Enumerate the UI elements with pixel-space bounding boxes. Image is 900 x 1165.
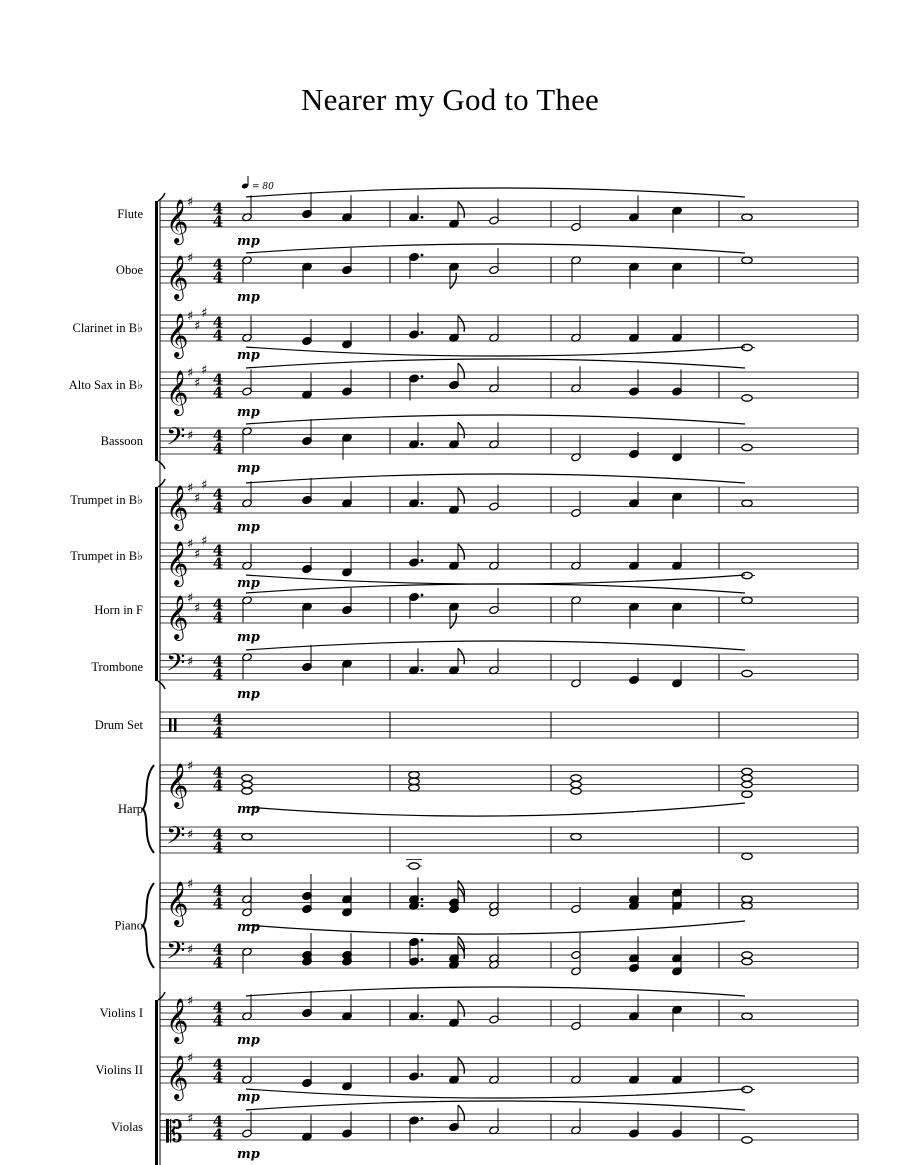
- staff-horn: [94, 584, 858, 645]
- time-signature-bottom: 4: [212, 838, 224, 857]
- slur: [246, 1101, 745, 1110]
- note-head: [409, 778, 419, 784]
- note-dot: [421, 331, 424, 334]
- note-flag: [458, 1001, 464, 1017]
- sharp-icon: ♯: [187, 759, 194, 774]
- time-signature-bottom: 4: [212, 894, 224, 913]
- instrument-label-trombone: Trombone: [91, 660, 143, 674]
- instrument-label-violins-1: Violins I: [99, 1006, 143, 1020]
- note-head: [571, 775, 581, 781]
- bracket-cap: [158, 461, 165, 469]
- slur: [246, 641, 745, 650]
- note-flag: [458, 316, 464, 332]
- note-head: [742, 896, 752, 902]
- slur: [246, 803, 745, 816]
- tempo-text: = 80: [252, 182, 274, 192]
- alto-clef-icon: 𝄡: [166, 1115, 183, 1150]
- sharp-icon: ♯: [201, 533, 208, 549]
- note-head: [742, 791, 752, 797]
- time-signature-top: 4: [212, 998, 224, 1017]
- bracket-cap: [158, 479, 165, 487]
- note-head: [571, 788, 581, 794]
- note-dot: [421, 559, 424, 562]
- sharp-icon: ♯: [194, 490, 201, 506]
- note-dot: [421, 254, 424, 257]
- note-head: [242, 788, 252, 794]
- instrument-label-violas: Violas: [111, 1120, 143, 1134]
- harp-brace: [143, 765, 154, 853]
- instrument-label-oboe: Oboe: [115, 263, 143, 277]
- treble-clef-icon: 𝄞: [166, 998, 189, 1042]
- sharp-icon: ♯: [194, 546, 201, 562]
- time-signature-top: 4: [212, 313, 224, 332]
- note-head: [409, 785, 419, 791]
- time-signature-top: 4: [212, 485, 224, 504]
- slur: [246, 575, 745, 584]
- staff-alto-sax: [69, 359, 858, 420]
- note-head: [742, 214, 752, 220]
- bass-clef-icon: 𝄢: [166, 648, 186, 684]
- sharp-icon: ♯: [187, 428, 194, 444]
- dynamic-mp: mp: [237, 348, 260, 363]
- note-dot: [421, 904, 424, 907]
- slur: [246, 188, 745, 197]
- piano-brace: [143, 883, 154, 968]
- sharp-icon: ♯: [187, 366, 194, 381]
- time-signature-top: 4: [212, 541, 224, 560]
- percussion-clef-icon: [174, 719, 177, 732]
- note-head: [742, 1013, 752, 1019]
- time-signature-top: 4: [212, 940, 224, 959]
- note-head: [742, 775, 752, 781]
- time-signature-top: 4: [212, 1112, 224, 1131]
- instrument-label-drum-set: Drum Set: [94, 718, 143, 732]
- dynamic-mp: mp: [237, 1033, 260, 1048]
- time-signature-top: 4: [212, 426, 224, 445]
- note-head: [742, 597, 752, 603]
- time-signature-top: 4: [212, 199, 224, 218]
- time-signature-bottom: 4: [212, 1011, 224, 1030]
- note-head: [742, 670, 752, 676]
- percussion-clef-icon: [169, 719, 172, 732]
- sharp-icon: ♯: [201, 305, 208, 321]
- time-signature-top: 4: [212, 595, 224, 614]
- note-dot: [421, 669, 424, 672]
- note-dot: [421, 594, 424, 597]
- note-dot: [421, 375, 424, 378]
- dynamic-mp: mp: [237, 1147, 260, 1162]
- note-head: [742, 781, 752, 787]
- bass-clef-icon: 𝄢: [166, 821, 186, 857]
- strings-bracket: [155, 1000, 158, 1165]
- instrument-label-alto-sax: Alto Sax in B♭: [68, 378, 143, 392]
- bass-clef-icon: 𝄢: [166, 936, 186, 972]
- staff-trumpet-1: [70, 474, 858, 535]
- dynamic-mp: mp: [237, 234, 260, 249]
- score-title: Nearer my God to Thee: [300, 82, 600, 117]
- instrument-label-clarinet: Clarinet in B♭: [72, 321, 143, 335]
- bracket-cap: [158, 681, 165, 689]
- staff-drum-set: [95, 710, 858, 741]
- instrument-label-bassoon: Bassoon: [100, 434, 143, 448]
- time-signature-top: 4: [212, 255, 224, 274]
- sharp-icon: ♯: [194, 600, 201, 616]
- treble-clef-icon: 𝄞: [166, 313, 189, 357]
- note-flag: [458, 202, 464, 218]
- slur: [246, 347, 745, 356]
- treble-clef-icon: 𝄞: [166, 199, 189, 243]
- sharp-icon: ♯: [187, 877, 194, 892]
- dynamic-mp: mp: [237, 405, 260, 420]
- note-head: [742, 768, 752, 774]
- note-head: [242, 781, 252, 787]
- note-flag: [458, 1058, 464, 1074]
- note-head: [571, 781, 581, 787]
- note-head: [742, 500, 752, 506]
- staff-harp: [118, 759, 858, 869]
- dynamic-mp: mp: [237, 687, 260, 702]
- time-signature-bottom: 4: [212, 212, 224, 231]
- time-signature-top: 4: [212, 370, 224, 389]
- staff-trumpet-2: [70, 534, 858, 591]
- slur: [246, 584, 745, 593]
- note-dot: [421, 958, 424, 961]
- time-signature-bottom: 4: [212, 439, 224, 458]
- note-head: [742, 1137, 752, 1143]
- sharp-icon: ♯: [201, 477, 208, 493]
- note-head: [242, 775, 252, 781]
- staff-violins-1: [100, 987, 858, 1048]
- dynamic-mp: mp: [237, 920, 260, 935]
- time-signature-bottom: 4: [212, 608, 224, 627]
- time-signature-bottom: 4: [212, 953, 224, 972]
- time-signature-top: 4: [212, 825, 224, 844]
- time-signature-top: 4: [212, 763, 224, 782]
- note-head: [242, 834, 252, 840]
- time-signature-bottom: 4: [212, 723, 224, 742]
- note-dot: [421, 216, 424, 219]
- dynamic-mp: mp: [237, 290, 260, 305]
- tempo-marking: [241, 176, 274, 192]
- slur: [246, 1089, 745, 1098]
- sharp-icon: ♯: [187, 251, 194, 266]
- treble-clef-icon: 𝄞: [166, 881, 189, 925]
- dynamic-mp: mp: [237, 520, 260, 535]
- note-flag: [458, 488, 464, 504]
- brass-bracket: [155, 487, 158, 681]
- time-signature-bottom: 4: [212, 326, 224, 345]
- dynamic-mp: mp: [237, 1090, 260, 1105]
- note-head: [742, 958, 752, 964]
- time-signature-bottom: 4: [212, 1125, 224, 1144]
- time-signature-bottom: 4: [212, 554, 224, 573]
- time-signature-bottom: 4: [212, 1068, 224, 1087]
- note-flag: [458, 363, 464, 379]
- sharp-icon: ♯: [187, 591, 194, 606]
- sharp-icon: ♯: [194, 318, 201, 334]
- note-head: [409, 863, 419, 869]
- treble-clef-icon: 𝄞: [166, 1055, 189, 1099]
- sharp-icon: ♯: [187, 827, 194, 843]
- staff-oboe: [116, 244, 858, 305]
- time-signature-top: 4: [212, 652, 224, 671]
- treble-clef-icon: 𝄞: [166, 255, 189, 299]
- note-flag: [458, 1105, 464, 1121]
- instrument-label-flute: Flute: [117, 207, 143, 221]
- time-signature-top: 4: [212, 1055, 224, 1074]
- staff-trombone: [91, 641, 858, 702]
- treble-clef-icon: 𝄞: [166, 541, 189, 585]
- time-signature-top: 4: [212, 881, 224, 900]
- treble-clef-icon: 𝄞: [166, 370, 189, 414]
- sharp-icon: ♯: [187, 994, 194, 1009]
- time-signature-bottom: 4: [212, 268, 224, 287]
- slur: [246, 415, 745, 424]
- sharp-icon: ♯: [194, 375, 201, 391]
- sharp-icon: ♯: [187, 654, 194, 670]
- note-dot: [421, 502, 424, 505]
- time-signature-bottom: 4: [212, 665, 224, 684]
- dynamic-mp: mp: [237, 630, 260, 645]
- sharp-icon: ♯: [187, 942, 194, 958]
- sharp-icon: ♯: [187, 195, 194, 210]
- note-flag: [458, 422, 464, 438]
- slur: [246, 987, 745, 996]
- staff-piano: [115, 874, 858, 976]
- staff-flute: [117, 188, 858, 249]
- note-flag: [458, 544, 464, 560]
- time-signature-bottom: 4: [212, 776, 224, 795]
- note-dot: [421, 939, 424, 942]
- sharp-icon: ♯: [201, 362, 208, 378]
- note-flag: [458, 648, 464, 664]
- slur: [246, 244, 745, 253]
- woodwind-bracket: [155, 201, 158, 461]
- time-signature-bottom: 4: [212, 498, 224, 517]
- note-dot: [421, 443, 424, 446]
- bracket-cap: [158, 992, 165, 1000]
- note-head: [409, 772, 419, 778]
- bass-clef-icon: 𝄢: [166, 422, 186, 458]
- sharp-icon: ♯: [187, 537, 194, 552]
- sharp-icon: ♯: [187, 1051, 194, 1066]
- note-head: [742, 952, 752, 958]
- note-head: [571, 834, 581, 840]
- note-head: [742, 853, 752, 859]
- treble-clef-icon: 𝄞: [166, 595, 189, 639]
- sharp-icon: ♯: [187, 481, 194, 496]
- sharp-icon: ♯: [187, 309, 194, 324]
- instrument-label-trumpet-1: Trumpet in B♭: [70, 493, 143, 507]
- time-signature-bottom: 4: [212, 383, 224, 402]
- staff-bassoon: [101, 415, 858, 476]
- treble-clef-icon: 𝄞: [166, 485, 189, 529]
- staff-violins-2: [95, 1051, 858, 1105]
- instrument-label-piano: Piano: [114, 918, 143, 933]
- note-flag: [450, 613, 456, 629]
- bracket-cap: [158, 193, 165, 201]
- dynamic-mp: mp: [237, 461, 260, 476]
- time-signature-top: 4: [212, 710, 224, 729]
- treble-clef-icon: 𝄞: [166, 763, 189, 807]
- slur: [246, 474, 745, 483]
- note-head: [742, 395, 752, 401]
- note-dot: [421, 1117, 424, 1120]
- slur: [246, 921, 745, 934]
- instrument-label-trumpet-2: Trumpet in B♭: [70, 549, 143, 563]
- note-dot: [421, 1073, 424, 1076]
- instrument-label-violins-2: Violins II: [95, 1063, 143, 1077]
- dynamic-mp: mp: [237, 802, 260, 817]
- note-flag: [450, 273, 456, 289]
- note-head: [742, 444, 752, 450]
- instrument-label-harp: Harp: [118, 802, 143, 816]
- note-head: [742, 903, 752, 909]
- instrument-label-horn: Horn in F: [94, 603, 143, 617]
- dynamic-mp: mp: [237, 576, 260, 591]
- note-dot: [421, 1015, 424, 1018]
- sharp-icon: ♯: [187, 1111, 194, 1127]
- staff-violas: [111, 1101, 858, 1162]
- note-head: [742, 257, 752, 263]
- note-dot: [421, 898, 424, 901]
- slur: [246, 359, 745, 368]
- staff-clarinet: [73, 306, 858, 363]
